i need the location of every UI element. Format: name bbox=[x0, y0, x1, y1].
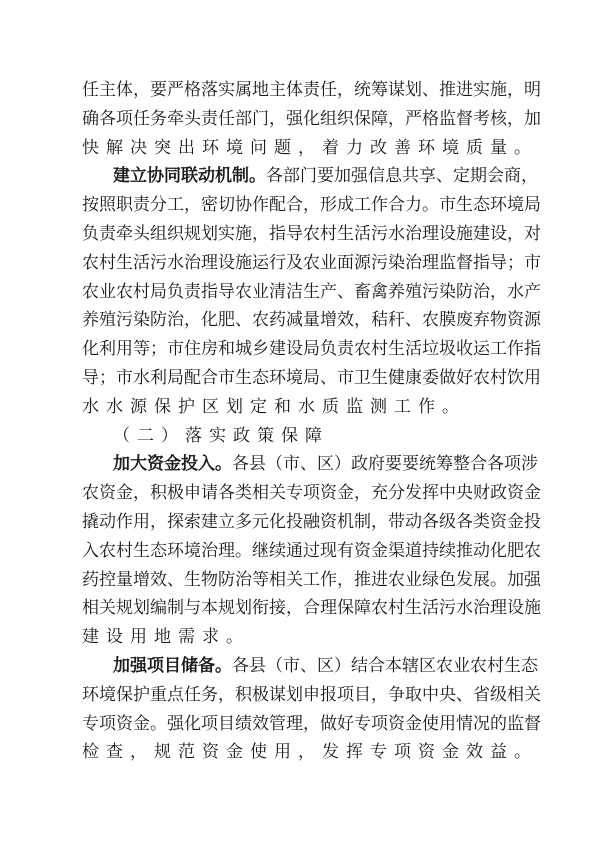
line-text: （二）落实政策保障 bbox=[113, 425, 329, 446]
document-body bbox=[82, 76, 541, 767]
line-text: 负责牵头组织规划实施，指导农村生活污水治理设施建设，对 bbox=[82, 223, 541, 244]
text-line bbox=[82, 594, 541, 623]
text-line bbox=[82, 508, 541, 537]
line-text: 确各项任务牵头责任部门，强化组织保障，严格监督考核，加 bbox=[82, 108, 541, 129]
line-text: 导；市水利局配合市生态环境局、市卫生健康委做好农村饮用 bbox=[82, 367, 541, 388]
line-text: 各部门要加强信息共享、定期会商， bbox=[266, 166, 538, 187]
line-text: 任主体，要严格落实属地主体责任，统筹谋划、推进实施，明 bbox=[82, 80, 541, 100]
text-line bbox=[82, 364, 541, 393]
text-line bbox=[82, 450, 538, 479]
line-text: 入农村生态环境治理。继续通过现有资金渠道持续推动化肥农 bbox=[82, 540, 541, 561]
paragraph-lead: 加大资金投入。 bbox=[113, 454, 232, 475]
text-line bbox=[82, 710, 541, 739]
line-text: 水水源保护区划定和水质监测工作。 bbox=[82, 396, 466, 417]
line-text: 建设用地需求。 bbox=[82, 627, 250, 648]
line-text: 环境保护重点任务，积极谋划申报项目，争取中央、省级相关 bbox=[82, 684, 541, 705]
line-text: 各县（市、区）政府要要统筹整合各项涉 bbox=[232, 454, 538, 475]
text-line bbox=[82, 479, 541, 508]
text-line bbox=[82, 191, 541, 220]
text-line bbox=[82, 652, 538, 681]
line-text: 养殖污染防治，化肥、农药减量增效，秸秆、农膜废弃物资源 bbox=[82, 310, 541, 331]
line-text: 农村生活污水治理设施运行及农业面源污染治理监督指导；市 bbox=[82, 252, 541, 273]
line-text: 快解决突出环境问题，着力改善环境质量。 bbox=[82, 137, 538, 158]
line-text: 农资金，积极申请各类相关专项资金，充分发挥中央财政资金 bbox=[82, 483, 541, 504]
text-line bbox=[82, 681, 541, 710]
text-line bbox=[82, 134, 538, 163]
text-line bbox=[82, 623, 523, 652]
text-line bbox=[82, 105, 541, 134]
text-line bbox=[82, 278, 541, 307]
section-heading bbox=[82, 422, 523, 451]
text-line bbox=[82, 566, 541, 595]
text-line bbox=[82, 220, 541, 249]
line-text: 各县（市、区）结合本辖区农业农村生态 bbox=[232, 655, 538, 676]
line-text: 药控量增效、生物防治等相关工作，推进农业绿色发展。加强 bbox=[82, 569, 541, 590]
paragraph-lead: 建立协同联动机制。 bbox=[113, 166, 266, 187]
line-text: 农业农村局负责指导农业清洁生产、畜禽养殖污染防治，水产 bbox=[82, 281, 541, 302]
line-text: 按照职责分工，密切协作配合，形成工作合力。市生态环境局 bbox=[82, 195, 541, 216]
line-text: 专项资金。强化项目绩效管理，做好专项资金使用情况的监督 bbox=[82, 713, 541, 734]
text-line bbox=[82, 738, 538, 767]
text-line bbox=[82, 249, 541, 278]
text-line bbox=[82, 537, 541, 566]
line-text: 化利用等；市住房和城乡建设局负责农村生活垃圾收运工作指 bbox=[82, 339, 541, 360]
paragraph-lead: 加强项目储备。 bbox=[113, 655, 232, 676]
text-line bbox=[82, 306, 541, 335]
text-line bbox=[82, 393, 523, 422]
line-text: 相关规划编制与本规划衔接，合理保障农村生活污水治理设施 bbox=[82, 598, 541, 619]
line-text: 撬动作用，探索建立多元化投融资机制，带动各级各类资金投 bbox=[82, 511, 541, 532]
text-line bbox=[82, 162, 538, 191]
text-line bbox=[82, 76, 541, 105]
text-line bbox=[82, 335, 541, 364]
line-text: 检查，规范资金使用，发挥专项资金效益。 bbox=[82, 742, 538, 763]
